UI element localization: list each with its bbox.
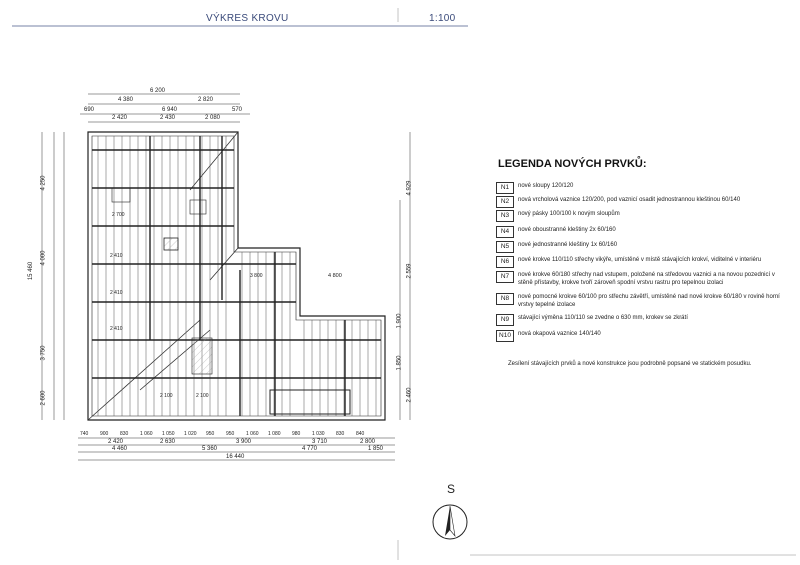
dim-bottom: 830 — [336, 431, 345, 437]
legend-text: nové krokve 110/110 střechy vikýře, umístěné v místě stávajících krokví, viditelné v interiéru — [518, 257, 762, 263]
legend-code: N7 — [496, 271, 514, 283]
dim-left-overall: 15 460 — [28, 261, 35, 281]
stair-opening — [192, 338, 212, 374]
dim-bottom: 740 — [80, 431, 89, 437]
legend-code: N10 — [496, 330, 514, 342]
legend-text: stávající výměna 110/110 se zvedne o 630 mm, krokev se zkrátí — [518, 315, 688, 321]
dim-bottom: 5 360 — [202, 446, 218, 452]
dim-top: 2 430 — [160, 115, 176, 121]
dim-bottom: 950 — [226, 431, 235, 437]
drawing-title: VÝKRES KROVU — [206, 13, 289, 24]
chimney — [164, 238, 178, 250]
dim-bottom: 1 850 — [368, 446, 384, 452]
legend-text: nová vrcholová vaznice 120/200, pod vaznicí osadit jednostrannou kleštinou 60/140 — [518, 197, 741, 203]
legend-note: Zesílení stávajících prvků a nové konstrukce jsou podrobně popsané ve statickém posudku. — [508, 361, 752, 367]
dim-bottom: 840 — [356, 431, 365, 437]
legend-text: nová okapová vaznice 140/140 — [518, 331, 601, 337]
legend-code: N1 — [496, 182, 514, 194]
dim-top: 2 080 — [205, 115, 221, 121]
legend-code: N9 — [496, 314, 514, 326]
dim-top: 690 — [84, 107, 95, 113]
dim-right: 2 559 — [406, 263, 413, 279]
dim-bottom: 1 060 — [140, 431, 153, 437]
drawing-scale: 1:100 — [429, 13, 456, 24]
dim-bottom: 1 050 — [162, 431, 175, 437]
dim-right: 1 850 — [396, 355, 403, 371]
dim-bottom: 1 060 — [246, 431, 259, 437]
dim-bottom: 2 420 — [108, 439, 124, 445]
roof-plan-drawing — [0, 0, 470, 480]
legend-text: nové krokve 60/180 střechy nad vstupem, položené na středovou vaznici a na novou pozednicí v stěně přístavby, krokve tvoří zároveň spodní vrstvu rastru pro tepelnou izolaci — [518, 272, 775, 286]
legend-code: N6 — [496, 256, 514, 268]
dim-right: 1 900 — [396, 313, 403, 329]
dim-left: 4 000 — [40, 250, 47, 266]
dim-bottom: 3 900 — [236, 439, 252, 445]
dim-inner: 2 410 — [110, 290, 123, 296]
dim-bottom: 900 — [100, 431, 109, 437]
dim-inner: 2 410 — [110, 253, 123, 259]
dim-bottom: 950 — [206, 431, 215, 437]
dim-bottom-overall: 16 440 — [226, 454, 245, 460]
dim-bottom: 4 460 — [112, 446, 128, 452]
dim-top: 4 380 — [118, 97, 134, 103]
compass-label: S — [447, 482, 456, 496]
legend-code: N3 — [496, 210, 514, 222]
legend-code: N2 — [496, 196, 514, 208]
purlins-horizontal — [92, 150, 381, 378]
north-arrow-icon — [430, 502, 470, 542]
dim-bottom: 980 — [292, 431, 301, 437]
dim-top-overall: 6 200 — [150, 88, 166, 94]
legend-code: N8 — [496, 293, 514, 305]
main-posts — [150, 136, 345, 416]
dim-right: 4 929 — [406, 180, 413, 196]
dim-inner: 3 800 — [250, 273, 263, 279]
legend-code: N5 — [496, 241, 514, 253]
legend-text: nové sloupy 120/120 — [518, 183, 574, 189]
dim-bottom: 1 080 — [268, 431, 281, 437]
dim-inner: 2 700 — [112, 212, 125, 218]
dim-mid: 4 800 — [328, 273, 342, 279]
dim-left: 2 600 — [40, 390, 47, 406]
legend-title: LEGENDA NOVÝCH PRVKŮ: — [498, 158, 647, 170]
dim-bottom: 2 800 — [360, 439, 376, 445]
dim-top: 2 420 — [112, 115, 128, 121]
dim-inner: 2 100 — [160, 393, 173, 399]
legend-text: nový pásky 100/100 k novým sloupům — [518, 211, 620, 217]
dim-inner: 2 410 — [110, 326, 123, 332]
legend-text: nové pomocné krokve 60/100 pro střechu závětří, umístěné nad nové krokve 60/180 v rovině horní vrstvy tepelné izolace — [518, 294, 780, 308]
dim-right: 2 460 — [406, 387, 413, 403]
legend-code: N4 — [496, 226, 514, 238]
dim-inner: 2 100 — [196, 393, 209, 399]
legend-text: nové jednostranné kleštiny 1x 60/160 — [518, 242, 618, 248]
dim-left: 3 750 — [40, 345, 47, 361]
dim-bottom: 3 710 — [312, 439, 328, 445]
dim-bottom: 1 020 — [184, 431, 197, 437]
legend-text: nové oboustranné kleštiny 2x 60/160 — [518, 227, 616, 233]
dim-bottom: 1 030 — [312, 431, 325, 437]
dim-top: 2 820 — [198, 97, 214, 103]
hip-lines — [88, 132, 238, 420]
dim-bottom: 830 — [120, 431, 129, 437]
dim-left: 4 250 — [40, 175, 47, 191]
dim-top: 570 — [232, 107, 243, 113]
dim-bottom: 4 770 — [302, 446, 318, 452]
dim-top: 6 940 — [162, 107, 178, 113]
dim-bottom: 2 630 — [160, 439, 176, 445]
